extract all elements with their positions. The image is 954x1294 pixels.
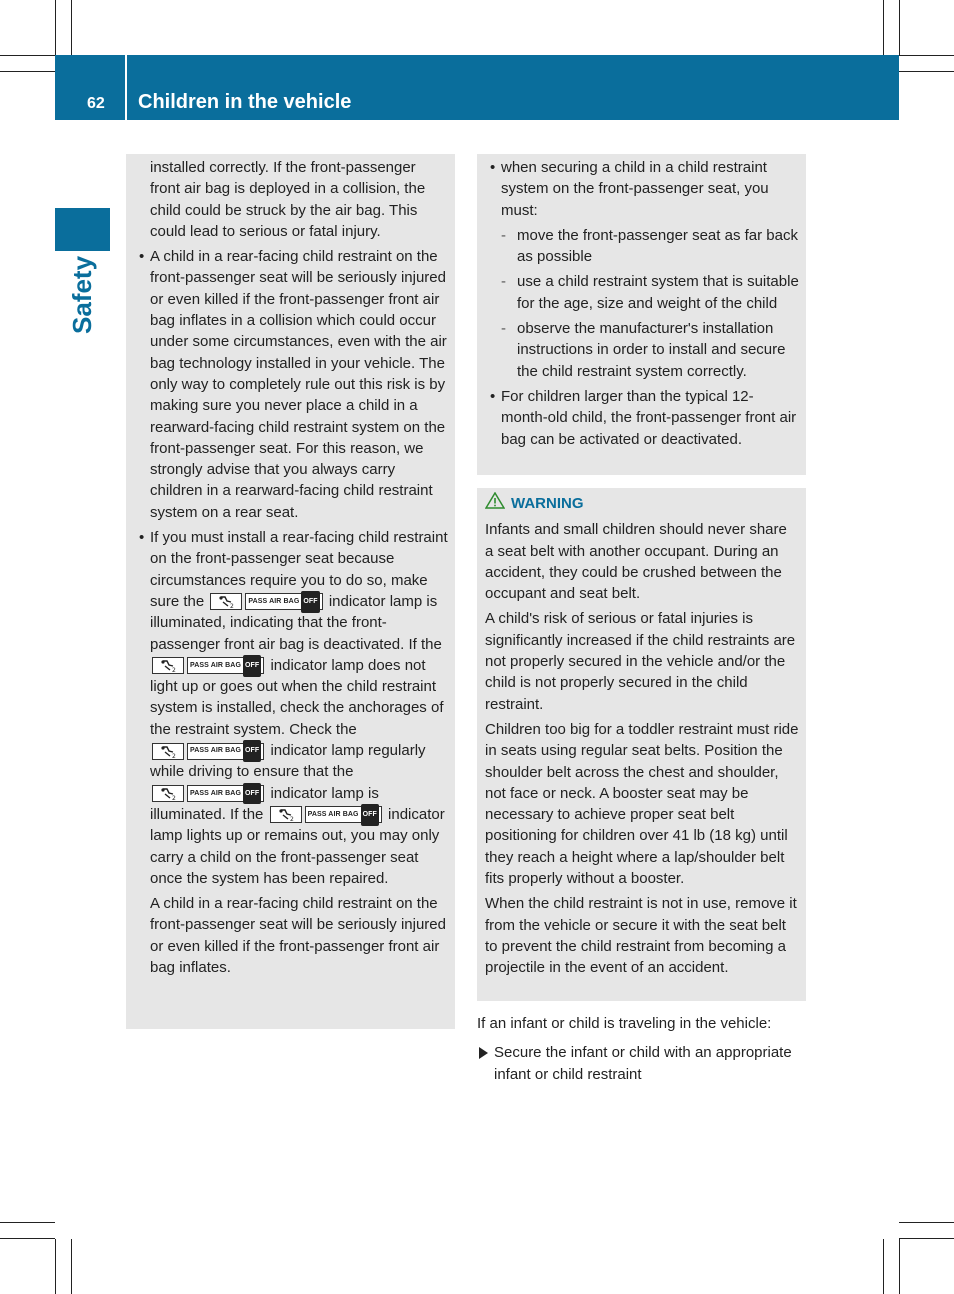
crop-mark xyxy=(899,55,954,56)
chapter-title: Children in the vehicle xyxy=(138,91,352,113)
right-dash-3: - observe the manufacturer's installation instructions in order to install and secure the child restraint system correctly. xyxy=(488,318,799,382)
crop-mark xyxy=(0,55,55,56)
indicator-label: PASS AIR BAG xyxy=(190,662,241,670)
indicator-label: PASS AIR BAG xyxy=(307,811,359,819)
left-bullet-1: • A child in a rear-facing child restraint on the front-passenger seat will be seriously injured or even killed if the front-passenger front air bag inflates in a collision which could occur under some circumstances, even with the air bag technology installed in your vehicle. The only way to completely rule out this risk is by making sure you never place a child in a rearward-facing child restraint system on the front-passenger seat. For this reason, we strongly advise that you always carry children in a rearward-facing child restraint system on a rear seat. xyxy=(137,246,448,523)
left-paragraph-1: installed correctly. If the front-passenger front air bag is deployed in a collision, the child could be struck by the air bag. This could lead to serious or fatal injury. xyxy=(150,159,426,240)
warning-title: WARNING xyxy=(511,495,584,512)
text-run: indicator lamp is illuminated. If the xyxy=(150,784,379,823)
left-paragraph-2: A child in a rear-facing child restraint on the front-passenger seat will be seriously injured or even killed if the front-passenger front air bag inflates. xyxy=(150,895,446,976)
crop-mark xyxy=(55,1239,56,1294)
text-run: indicator lamp is illuminated, indicating that the front-passenger front air bag is deactivated. If the xyxy=(150,592,442,653)
text-run: indicator lamp regularly while driving to ensure that the xyxy=(150,742,426,781)
indicator-off: OFF xyxy=(361,804,379,825)
crop-mark xyxy=(883,0,884,55)
child-seat-icon xyxy=(210,593,242,610)
pass-air-bag-off-label xyxy=(187,657,264,674)
warning-paragraph-2: A child's risk of serious or fatal injuries is significantly increased if the child restraints are not properly secured in the vehicle and/or the child is not properly secured in the child restraint. xyxy=(485,610,796,713)
pass-air-bag-off-label xyxy=(245,593,322,610)
passenger-airbag-off-indicator xyxy=(152,785,264,802)
pass-air-bag-off-label xyxy=(305,806,382,823)
crop-mark xyxy=(0,1238,55,1239)
section-tab xyxy=(55,208,110,251)
indicator-off: OFF xyxy=(243,783,261,804)
header-divider xyxy=(125,55,127,120)
crop-mark xyxy=(899,0,900,55)
crop-mark xyxy=(71,0,72,55)
body-text xyxy=(477,1013,812,1085)
svg-text:2: 2 xyxy=(172,795,176,802)
page-header xyxy=(55,55,899,120)
passenger-airbag-off-indicator xyxy=(270,806,382,823)
right-bullet-1: • when securing a child in a child restraint system on the front-passenger seat, you must: xyxy=(488,157,799,221)
right-dash-1: - move the front-passenger seat as far back as possible xyxy=(488,225,799,268)
crop-mark xyxy=(0,1222,55,1223)
warning-heading xyxy=(485,492,799,515)
right-bullet-box xyxy=(477,154,806,475)
text-run: indicator lamp lights up or remains out, you may only carry a child on the front-passenger seat once the system has been repaired. xyxy=(150,805,445,887)
warning-box xyxy=(477,488,806,1001)
crop-mark xyxy=(55,0,56,55)
text-run: If you must install a rear-facing child restraint on the front-passenger seat because circumstances require you to do so, make sure the xyxy=(150,529,448,610)
child-seat-icon xyxy=(152,743,184,760)
left-warning-box xyxy=(126,154,455,1029)
crop-mark xyxy=(899,1238,954,1239)
warning-paragraph-1: Infants and small children should never share a seat belt with another occupant. During an accident, they could be crushed between the occupant and seat belt. xyxy=(485,521,787,603)
indicator-label: PASS AIR BAG xyxy=(190,747,241,755)
crop-mark xyxy=(71,1239,72,1294)
crop-mark xyxy=(899,1239,900,1294)
text-run: indicator lamp does not light up or goes out when the child restraint system is installed, check the anchorages of the restraint system. Check the xyxy=(150,656,444,738)
crop-mark xyxy=(0,71,55,72)
child-seat-icon xyxy=(152,657,184,674)
crop-mark xyxy=(899,1222,954,1223)
svg-text:2: 2 xyxy=(172,752,176,759)
page-number: 62 xyxy=(87,95,105,112)
child-seat-icon xyxy=(152,785,184,802)
section-label: Safety xyxy=(67,255,97,335)
svg-text:2: 2 xyxy=(289,816,294,823)
svg-text:2: 2 xyxy=(230,603,235,610)
passenger-airbag-off-indicator xyxy=(152,743,264,760)
right-bullet-2: • For children larger than the typical 12-month-old child, the front-passenger front air bag can be activated or deactivated. xyxy=(488,386,799,450)
warning-triangle-icon xyxy=(485,492,505,515)
body-intro: If an infant or child is traveling in the vehicle: xyxy=(477,1015,772,1032)
crop-mark xyxy=(883,1239,884,1294)
warning-paragraph-4: When the child restraint is not in use, remove it from the vehicle or secure it with the seat belt to prevent the child restraint from becoming a projectile in the event of an accident. xyxy=(485,895,797,977)
passenger-airbag-off-indicator xyxy=(152,657,264,674)
svg-text:2: 2 xyxy=(172,667,176,674)
pass-air-bag-off-label xyxy=(187,743,264,760)
indicator-off: OFF xyxy=(243,655,261,676)
right-dash-2: - use a child restraint system that is suitable for the age, size and weight of the child xyxy=(488,271,799,314)
left-bullet-2 xyxy=(137,527,448,889)
indicator-off: OFF xyxy=(243,740,261,761)
passenger-airbag-off-indicator xyxy=(210,593,322,610)
indicator-label: PASS AIR BAG xyxy=(190,790,241,797)
indicator-label: PASS AIR BAG xyxy=(248,598,300,606)
pass-air-bag-off-label xyxy=(187,785,264,802)
child-seat-icon xyxy=(270,806,302,823)
crop-mark xyxy=(899,71,954,72)
warning-paragraph-3: Children too big for a toddler restraint must ride in seats using regular seat belts. Position the shoulder belt across the chest and shoulder, not face or neck. A booster seat may be necessary to achieve proper seat belt positioning for children over 41 lb (18 kg) until they reach a height where a lap/shoulder belt fits properly without a booster. xyxy=(485,720,799,888)
instruction-step-1: Secure the infant or child with an appropriate infant or child restraint xyxy=(477,1042,812,1085)
indicator-off: OFF xyxy=(301,591,319,612)
